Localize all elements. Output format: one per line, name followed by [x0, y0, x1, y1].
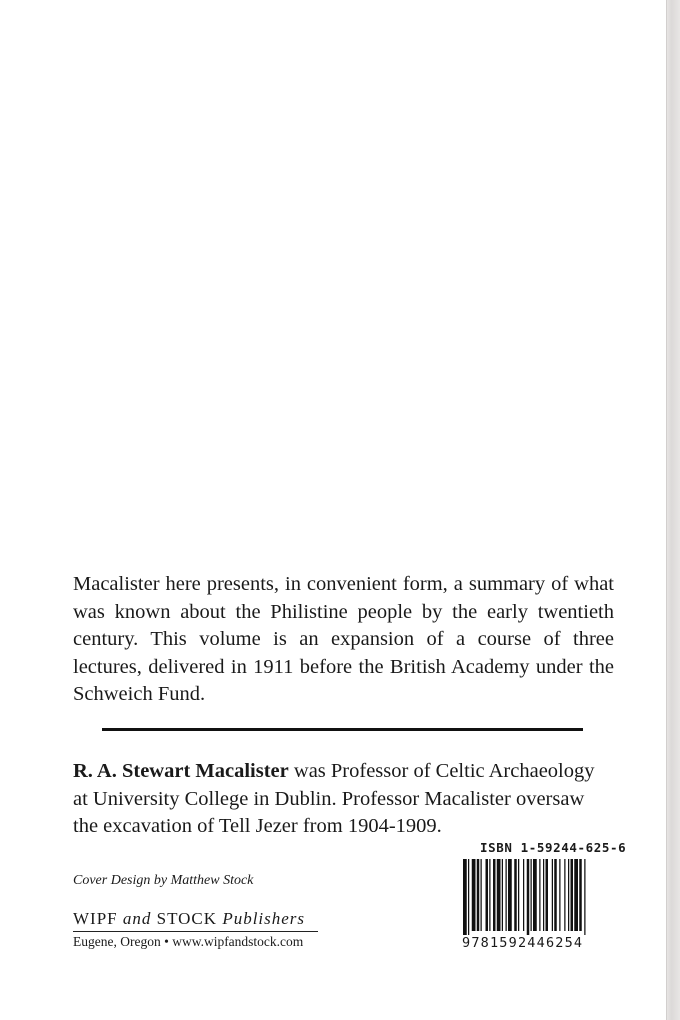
- barcode-bar: [481, 859, 482, 931]
- barcode-bar: [493, 859, 496, 931]
- section-divider: [102, 728, 583, 731]
- barcode-bar: [489, 859, 490, 931]
- barcode-bar: [518, 859, 519, 931]
- author-bio-text: was Professor of Celtic Archaeology at University College in Dublin. Professor Macalister oversaw the excavation of Tell Jezer from 1904-1909.: [73, 760, 595, 837]
- barcode-bar: [584, 859, 585, 935]
- barcode-bars: [462, 859, 614, 935]
- barcode-bar: [523, 859, 524, 931]
- publisher-name-suffix: Publishers: [222, 909, 306, 928]
- barcode-bar: [531, 859, 532, 931]
- barcode-bar: [463, 859, 467, 935]
- barcode-bar: [514, 859, 517, 931]
- isbn-barcode: [462, 840, 627, 956]
- publisher-name-part1: WIPF: [73, 909, 118, 928]
- publisher-contact: Eugene, Oregon • www.wipfandstock.com: [73, 934, 304, 949]
- barcode-bar: [559, 859, 560, 931]
- book-description: Macalister here presents, in convenient form, a summary of what was known about the Philistine people by the early twentieth century. This volume is an expansion of a course of three lectures, delivered in 1911 before the British Academy under the Schweich Fund.: [73, 573, 614, 705]
- barcode-bar: [472, 859, 476, 931]
- barcode-bar: [579, 859, 582, 931]
- barcode-bar: [568, 859, 569, 931]
- barcode-bar: [477, 859, 480, 931]
- barcode-bar: [508, 859, 512, 931]
- barcode-bar: [546, 859, 549, 931]
- author-bio: [73, 758, 614, 841]
- barcode-bar: [468, 859, 469, 935]
- isbn-label: ISBN 1-59244-625-6: [480, 840, 627, 855]
- barcode-bar: [497, 859, 501, 931]
- barcode-bar: [571, 859, 574, 931]
- barcode-bar: [554, 859, 557, 931]
- author-name: R. A. Stewart Macalister: [73, 760, 289, 782]
- barcode-bar: [539, 859, 540, 931]
- barcode-bar: [564, 859, 565, 931]
- barcode-bar: [533, 859, 537, 931]
- ean-digits: 9781592446254: [462, 935, 584, 951]
- barcode-bar: [527, 859, 530, 935]
- publisher-name-and: and: [122, 909, 152, 928]
- publisher-underline: [73, 931, 318, 932]
- barcode-bar: [574, 859, 578, 931]
- publisher-name-part2: STOCK: [156, 909, 218, 928]
- barcode-bar: [552, 859, 553, 931]
- barcode-bar: [502, 859, 503, 931]
- cover-design-credit: Cover Design by Matthew Stock: [73, 873, 254, 888]
- barcode-bar: [486, 859, 489, 931]
- barcode-bar: [506, 859, 507, 931]
- spine-edge: [666, 0, 680, 1020]
- barcode-bar: [543, 859, 544, 931]
- publisher-name: [73, 909, 305, 929]
